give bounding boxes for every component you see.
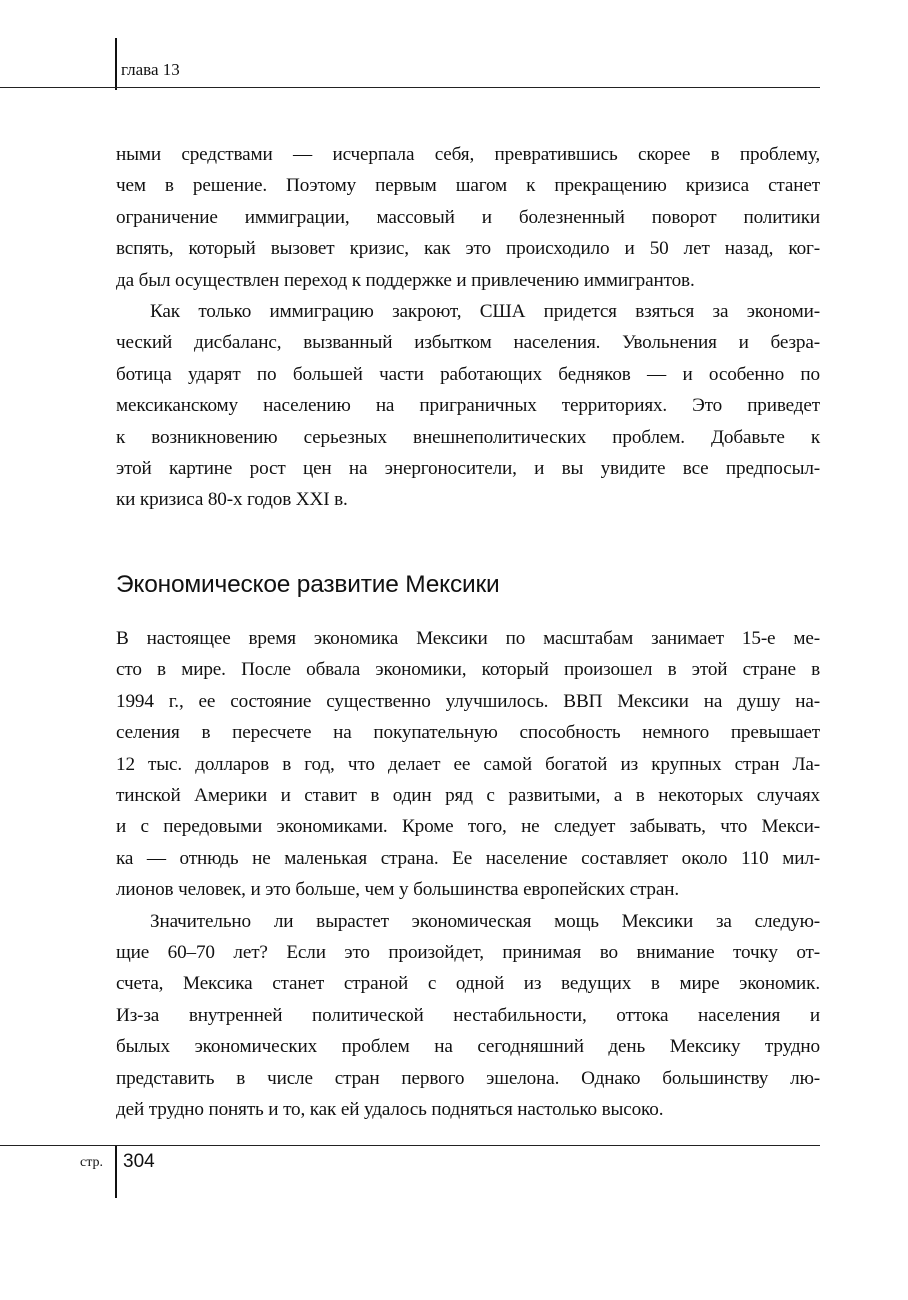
text-line: 1994 г., ее состояние существенно улучшилось. ВВП Мексики на душу на- (116, 690, 820, 712)
text-line: Как только иммиграцию закроют, США придется взяться за экономи- (150, 301, 820, 323)
paragraph-3 (116, 623, 820, 906)
text-line: представить в числе стран первого эшелона. Однако большинству лю- (116, 1067, 820, 1089)
text-line: ческий дисбаланс, вызванный избытком населения. Увольнения и безра- (116, 332, 820, 354)
text-line: чем в решение. Поэтому первым шагом к прекращению кризиса станет (116, 175, 820, 197)
text-line: ки кризиса 80-х годов XXI в. (116, 489, 348, 511)
text-line: ными средствами — исчерпала себя, превратившись скорее в проблему, (116, 144, 820, 165)
header-horizontal-rule (0, 87, 820, 88)
text-line: Из-за внутренней политической нестабильности, оттока населения и (116, 1004, 820, 1026)
header-vertical-rule (115, 38, 117, 90)
text-line: ограничение иммиграции, массовый и болезненный поворот политики (116, 206, 820, 228)
text-line: счета, Мексика станет страной с одной из ведущих в мире экономик. (116, 973, 820, 995)
page-number: 304 (123, 1151, 155, 1172)
page-label: стр. (80, 1155, 104, 1170)
text-line: Значительно ли вырастет экономическая мощь Мексики за следую- (150, 910, 820, 932)
paragraph-1 (116, 139, 820, 296)
text-line: селения в пересчете на покупательную способность немного превышает (116, 722, 820, 744)
footer-vertical-rule (115, 1146, 117, 1198)
text-line: 12 тыс. долларов в год, что делает ее самой богатой из крупных стран Ла- (116, 753, 820, 775)
section-heading: Экономическое развитие Мексики (116, 571, 500, 598)
text-line: мексиканскому населению на приграничных территориях. Это приведет (116, 395, 820, 417)
text-line: к возникновению серьезных внешнеполитических проблем. Добавьте к (116, 426, 820, 448)
running-head: глава 13 (121, 60, 180, 79)
text-line: вспять, который вызовет кризис, как это происходило и 50 лет назад, ког- (116, 238, 820, 260)
footer-horizontal-rule (0, 1145, 820, 1146)
text-line: этой картине рост цен на энергоносители, и вы увидите все предпосыл- (116, 458, 820, 480)
text-line: и с передовыми экономиками. Кроме того, не следует забывать, что Мекси- (116, 816, 820, 838)
body-text-bottom (116, 623, 820, 1126)
text-line: былых экономических проблем на сегодняшний день Мексику трудно (116, 1036, 820, 1058)
body-text-top (116, 139, 820, 516)
text-line: щие 60–70 лет? Если это произойдет, принимая во внимание точку от- (116, 942, 820, 964)
paragraph-2 (116, 296, 820, 516)
text-line: дей трудно понять и то, как ей удалось подняться настолько высоко. (116, 1099, 664, 1121)
text-line: ботица ударят по большей части работающих бедняков — и особенно по (116, 363, 820, 385)
text-line: сто в мире. После обвала экономики, который произошел в этой стране в (116, 659, 820, 681)
text-line: ка — отнюдь не маленькая страна. Ее население составляет около 110 мил- (116, 847, 820, 869)
text-line: тинской Америки и ставит в один ряд с развитыми, а в некоторых случаях (116, 785, 820, 807)
paragraph-4 (116, 906, 820, 1126)
text-line: да был осуществлен переход к поддержке и привлечению иммигрантов. (116, 269, 695, 291)
text-line: В настоящее время экономика Мексики по масштабам занимает 15-е ме- (116, 628, 820, 649)
text-line: лионов человек, и это больше, чем у большинства европейских стран. (116, 879, 679, 901)
